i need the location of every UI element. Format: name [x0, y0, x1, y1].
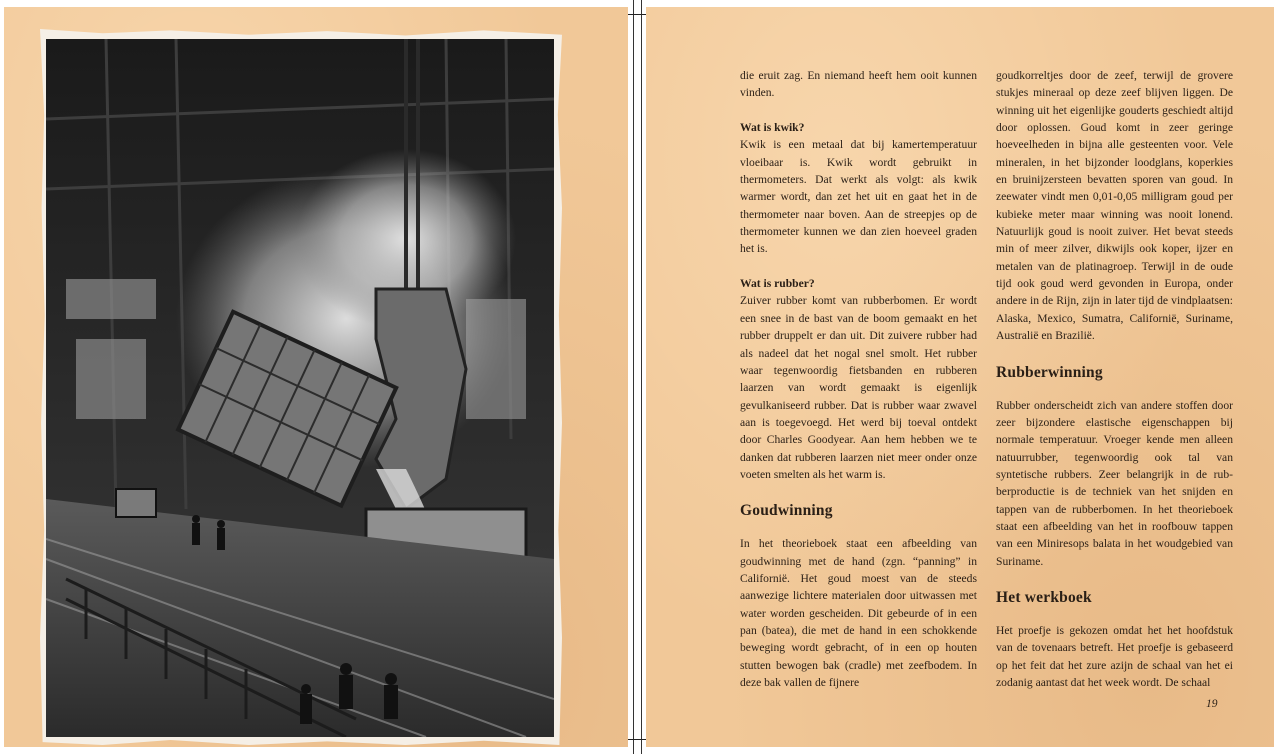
right-page	[646, 7, 1274, 747]
page-number: 19	[1206, 698, 1218, 710]
crop-mark	[625, 739, 647, 740]
mill-cart	[116, 489, 156, 517]
intro-paragraph: die eruit zag. En niemand heeft hem ooit kunnen vinden.	[740, 69, 977, 100]
crop-mark	[625, 14, 647, 15]
text-column-1	[740, 67, 977, 691]
left-page	[4, 7, 628, 747]
rubberwinning-title: Rubberwinning	[996, 363, 1103, 381]
kwik-paragraph: Kwik is een metaal dat bij kamertemperatuur vloeibaar is. Kwik wordt gebruikt in thermometers. Dat werkt als volgt: als kwik warmer wordt, dan zet het uit en gaat het in de thermometer naar boven. Aan de streepjes op de thermometer kunnen we dan zien hoeveel graden het is.	[740, 138, 977, 256]
text-column-2	[996, 67, 1233, 691]
gutter-line-left	[633, 0, 634, 754]
rubberwinning-paragraph: Rubber onderscheidt zich van andere stoffen door zeer bijzondere elastische eigenschappen bij normale temperatuur. Vroeger kende men alleen natuurrubber, tegenwoordig ook tal van syntetische rubbers. Zeer belangrijk in de rub-berproductie is de techniek van het snijden en tappen van de rubberbomen. In het theorieboek staat een afbeelding van het in roofbouw tappen van een Miniresops balata in het woudgebied van Suriname.	[996, 398, 1233, 568]
gutter-line-right	[641, 0, 642, 754]
goudwinning-title: Goudwinning	[740, 502, 833, 520]
steel-mill-photo	[46, 39, 554, 737]
photo-frame	[40, 29, 562, 745]
kwik-heading: Wat is kwik?	[740, 121, 805, 135]
rubber-question-heading: Wat is rubber?	[740, 277, 815, 291]
rubber-question-paragraph: Zuiver rubber komt van rubberbomen. Er wordt een snee in de bast van de boom gemaakt en het rubber druppelt er dan uit. Dit zuivere rubber had als nadeel dat het nogal snel smolt. Het rubber waar tegenwoordig fietsbanden en rubberen laarzen van wordt gemaakt is eigenlijk gevulkaniseerd rubber. Dat is rubber waar zwavel aan is toegevoegd. Het werd bij toeval ontdekt door Charles Goodyear. Aan hem hebben we te danken dat rubberen laarzen niet meer onder onze voeten smelten als het warm is.	[740, 294, 977, 481]
goudwinning-continued-paragraph: goudkorreltjes door de zeef, terwijl de grovere stukjes mineraal op deze zeef blijven liggen. De winning uit het eigenlijke gouderts geschiedt altijd door oplossen. Goud komt in zeer geringe hoeveelheden in bijna alle gesteenten voor. Vele mineralen, in het bijzonder loodglans, koperkies en bruinijzersteen bevatten sporen van goud. In zeewater vindt men 0,01-0,05 milligram goud per kubieke meter maar winning was nooit lonend. Natuurlijk goud is nooit zuiver. Het bevat steeds min of meer zilver, dikwijls ook koper, ijzer en metalen van de platinagroep. Terwijl in de oude tijd ook goud werd gevonden in Europa, onder andere in de Rijn, zijn in later tijd de vindplaatsen: Alaska, Mexico, Sumatra, Californië, Suriname, Australië en Brazilië.	[996, 69, 1233, 343]
werkboek-title: Het werkboek	[996, 588, 1092, 606]
goudwinning-paragraph: In het theorieboek staat een afbeelding van goudwinning met de hand (zgn. “panning” in Californië. Het goud moest van de steeds aanwezige lichtere materialen door uitwassen met water worden gescheiden. Dit gebeurde of in een pan (batea), die met de hand in een schokkende beweging wordt gebracht, of in een op houten stutten bewogen bak (cradle) met zeefbodem. In deze bak vallen de fijnere	[740, 537, 977, 689]
werkboek-paragraph: Het proefje is gekozen omdat het het hoofdstuk van de tovenaars betreft. Het proefje is gebaseerd op het feit dat het zure azijn de schaal van het ei zodanig aantast dat het week wordt. De schaal	[996, 623, 1233, 689]
